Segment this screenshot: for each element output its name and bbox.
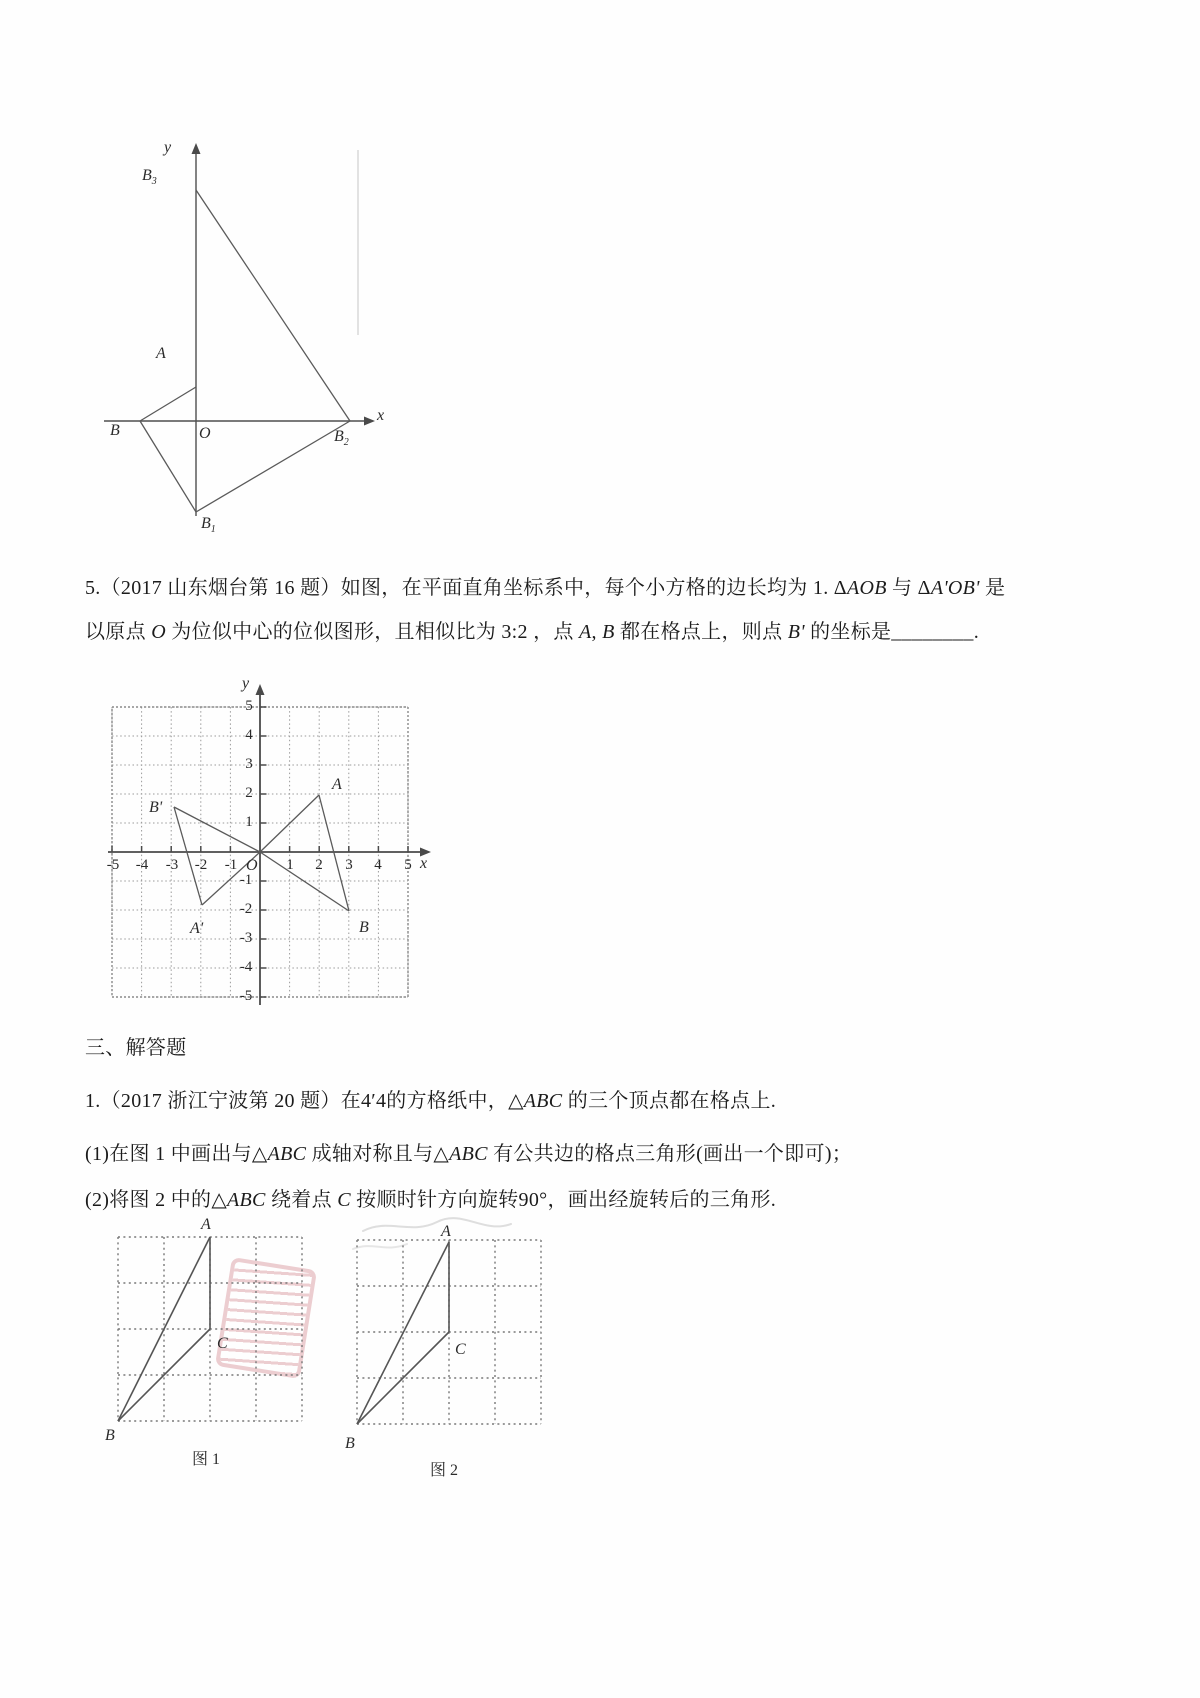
label-b: B	[359, 919, 369, 936]
x-tick-3: 3	[345, 857, 353, 873]
figure-2-svg	[345, 1215, 590, 1447]
label-a: A	[332, 776, 342, 793]
label-c: C	[455, 1341, 466, 1358]
label-b1: $B_1$	[201, 515, 216, 535]
x-tick--2: -2	[194, 857, 208, 873]
figure-rotation-triangles	[100, 140, 400, 540]
section-heading: 三、解答题	[85, 1037, 187, 1059]
segment-b-a	[140, 387, 196, 421]
q5-text-line2: 以原点 O 为位似中心的位似图形，且相似比为 3:2 ，点 A, B 都在格点上，则点 B' 的坐标是________.	[85, 621, 979, 643]
figure-2	[345, 1215, 590, 1480]
figure-1	[105, 1215, 335, 1470]
q1-item2: (2)将图 2 中的△ABC 绕着点 C 按顺时针方向旋转90°，画出经旋转后的三角形.	[85, 1189, 777, 1211]
y-tick-5: 5	[245, 698, 253, 714]
watermark-scribble	[363, 1218, 511, 1231]
figure-similarity-grid	[100, 635, 445, 1015]
label-b-prime: B'	[149, 799, 163, 816]
y-tick--5: -5	[239, 988, 253, 1004]
q5-text-line1: 5.（2017 山东烟台第 16 题）如图，在平面直角坐标系中，每个小方格的边长均为 1. ΔAOB 与 ΔA'OB' 是	[85, 577, 1006, 599]
x-tick-4: 4	[374, 857, 382, 873]
label-b: B	[110, 422, 120, 439]
segment-b-c	[118, 1329, 210, 1421]
label-y-axis: y	[164, 139, 172, 156]
y-axis-arrow-icon	[256, 684, 265, 695]
y-tick--4: -4	[239, 959, 253, 975]
label-b: B	[105, 1427, 115, 1444]
label-a: A	[201, 1216, 211, 1233]
y-tick-2: 2	[245, 785, 253, 801]
label-b3: $B_3$	[142, 167, 157, 187]
triangle-aob	[260, 795, 349, 911]
x-tick-5: 5	[404, 857, 412, 873]
label-c: C	[217, 1335, 228, 1352]
label-x-axis: x	[377, 407, 385, 424]
y-tick-3: 3	[245, 756, 253, 772]
q1-item1: (1)在图 1 中画出与△ABC 成轴对称且与△ABC 有公共边的格点三角形(画出一个即可)；	[85, 1143, 853, 1165]
x-axis-arrow-icon	[364, 417, 375, 426]
segment-b3-b2	[196, 190, 350, 421]
x-tick--3: -3	[165, 857, 179, 873]
y-tick--1: -1	[239, 872, 253, 888]
label-origin: O	[199, 425, 211, 442]
x-tick--5: -5	[106, 857, 120, 873]
segment-b-c	[357, 1332, 449, 1424]
segment-b-b1	[140, 421, 196, 512]
label-b: B	[345, 1435, 355, 1452]
label-a-prime: A'	[190, 920, 204, 937]
triangle-segments	[140, 190, 350, 512]
label-y-axis: y	[242, 675, 250, 692]
x-tick--1: -1	[224, 857, 238, 873]
y-tick-4: 4	[245, 727, 253, 743]
figure-rotation-svg	[100, 140, 400, 540]
x-tick-1: 1	[286, 857, 294, 873]
y-tick--2: -2	[239, 901, 253, 917]
q1-text: 1.（2017 浙江宁波第 20 题）在4′4的方格纸中，△ABC 的三个顶点都在格点上.	[85, 1090, 777, 1112]
watermark-scribble	[353, 1244, 407, 1249]
segment-b-prime-a-prime	[174, 807, 202, 905]
label-b2: $B_2$	[334, 428, 349, 448]
figure-similarity-grid-svg	[100, 635, 445, 1015]
y-tick-1: 1	[245, 814, 253, 830]
label-a: A	[156, 345, 166, 362]
y-axis-arrow-icon	[192, 143, 201, 154]
figure-2-caption: 图 2	[430, 1462, 459, 1479]
label-origin: O	[246, 857, 258, 874]
x-tick--4: -4	[135, 857, 149, 873]
label-a: A	[441, 1223, 451, 1240]
x-tick-2: 2	[315, 857, 323, 873]
y-tick--3: -3	[239, 930, 253, 946]
figure-1-caption: 图 1	[192, 1451, 221, 1468]
figure-1-svg	[105, 1215, 335, 1443]
label-x-axis: x	[420, 855, 428, 872]
segment-b1-b2	[196, 421, 350, 512]
